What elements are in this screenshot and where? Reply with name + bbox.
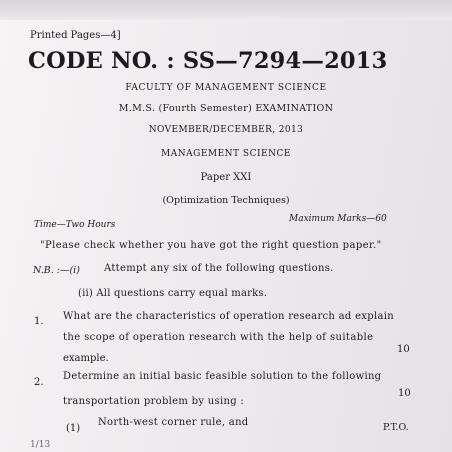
printed-pages: Printed Pages—4] — [30, 30, 121, 41]
question-line: What are the characteristics of operation research ad explain — [63, 311, 394, 322]
check-instruction: "Please check whether you have got the right question paper." — [40, 240, 382, 251]
question-number: 2. — [34, 377, 44, 388]
max-marks-label: Maximum Marks—60 — [289, 214, 387, 224]
session-heading: NOVEMBER/DECEMBER, 2013 — [148, 125, 304, 135]
faculty-heading: FACULTY OF MANAGEMENT SCIENCE — [125, 83, 327, 93]
time-label: Time—Two Hours — [34, 220, 116, 230]
nb-label: N.B. :—(i) — [33, 265, 80, 276]
instruction-two: (ii) All questions carry equal marks. — [78, 288, 268, 299]
question-number: 1. — [34, 316, 44, 327]
subpart-text: North-west corner rule, and — [98, 417, 249, 428]
question-marks: 10 — [398, 388, 411, 399]
question-line: transportation problem by using : — [63, 396, 245, 407]
question-line: Determine an initial basic feasible solution to the following — [63, 371, 382, 382]
topic-heading: (Optimization Techniques) — [162, 195, 290, 206]
instruction-one: Attempt any six of the following questions. — [104, 263, 334, 274]
subpart-label: (1) — [66, 423, 81, 434]
pto-label: P.T.O. — [383, 422, 409, 433]
paper-top-edge — [0, 0, 452, 20]
subject-heading: MANAGEMENT SCIENCE — [161, 149, 291, 159]
question-marks: 10 — [397, 344, 410, 355]
page-footer-mark: 1/13 — [30, 440, 51, 450]
question-line: the scope of operation research with the help of suitable — [63, 332, 374, 343]
exam-heading: M.M.S. (Fourth Semester) EXAMINATION — [118, 103, 334, 114]
exam-code-title: CODE NO. : SS—7294—2013 — [28, 48, 388, 74]
paper-heading: Paper XXI — [200, 172, 252, 183]
question-line: example. — [63, 353, 109, 364]
